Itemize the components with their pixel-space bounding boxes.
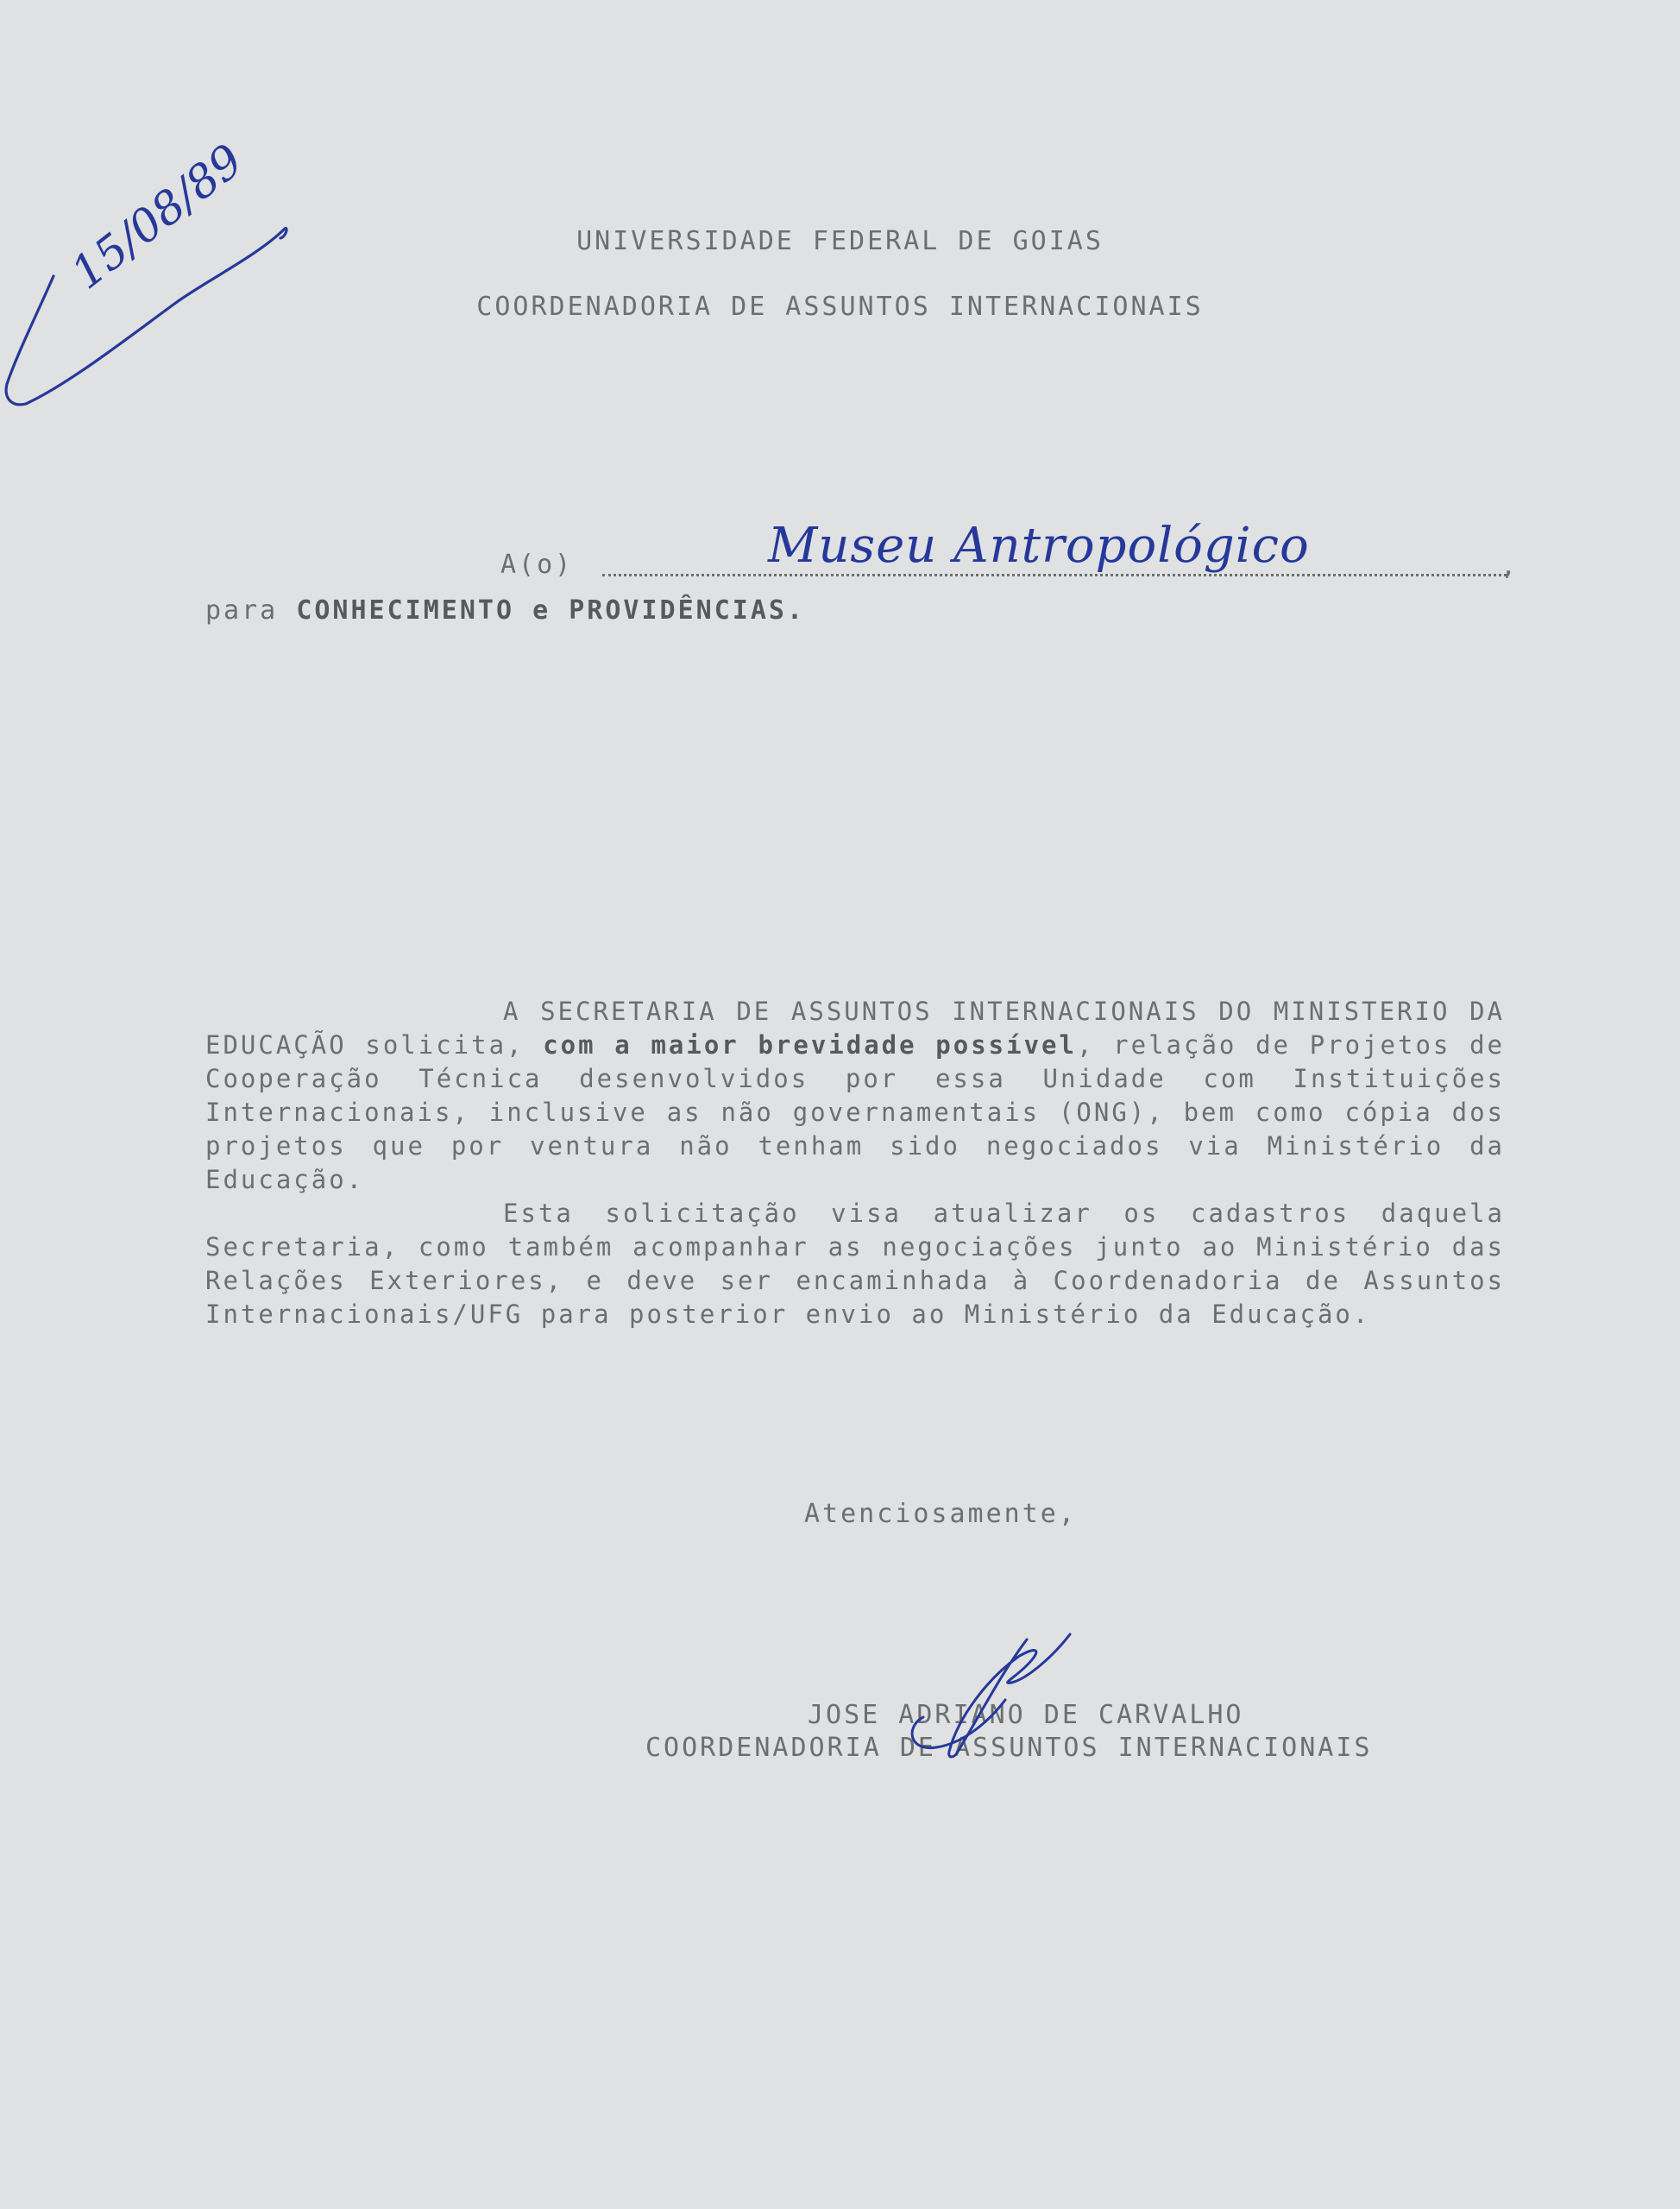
body-paragraph-2: Esta solicitação visa atualizar os cadastros daquela Secretaria, como também acompanhar as negociações junto ao Ministério das Relações Exteriores, e deve ser encaminhada à Coordenadoria de Assuntos Internacionais/UFG para posterior envio ao Ministério da Educação. (205, 1199, 1505, 1329)
signer-name: JOSE ADRIANO DE CARVALHO (808, 1700, 1244, 1730)
purpose-prefix: para (205, 595, 279, 626)
addressee-prefix: A(o) (500, 550, 574, 580)
purpose-providencias: PROVIDÊNCIAS. (569, 595, 806, 626)
handwritten-recipient: Museu Antropológico (768, 518, 1310, 574)
closing-salutation: Atenciosamente, (804, 1499, 1077, 1529)
purpose-line (205, 595, 805, 626)
department-name: COORDENADORIA DE ASSUNTOS INTERNACIONAIS (476, 292, 1204, 322)
handwritten-signature (897, 1622, 1087, 1769)
handwritten-date: 15/08/89 (62, 135, 253, 300)
purpose-conhecimento: CONHECIMENTO (296, 595, 515, 626)
signer-title: COORDENADORIA DE ASSUNTOS INTERNACIONAIS (645, 1733, 1373, 1763)
body-paragraph-1-end: , relação de Projetos de Cooperação Técnica desenvolvidos por essa Unidade com Instituições Internacionais, inclusive as não governamentais (ONG), bem como cópia dos projetos que por ventura não tenham sido negociados via Ministério da Educação. (205, 1030, 1505, 1194)
body-paragraph-1 (205, 995, 1505, 1197)
institution-name: UNIVERSIDADE FEDERAL DE GOIAS (576, 226, 1104, 256)
body-paragraph-1-start: A SECRETARIA DE ASSUNTOS INTERNACIONAIS DO MINISTERIO DA EDUCAÇÃO solicita, (205, 997, 1505, 1060)
addressee-comma: , (1500, 551, 1519, 582)
body-emphasis: com a maior brevidade possível (543, 1030, 1077, 1060)
addressee-dotted-line (602, 574, 1507, 576)
purpose-joiner: e (532, 595, 551, 626)
